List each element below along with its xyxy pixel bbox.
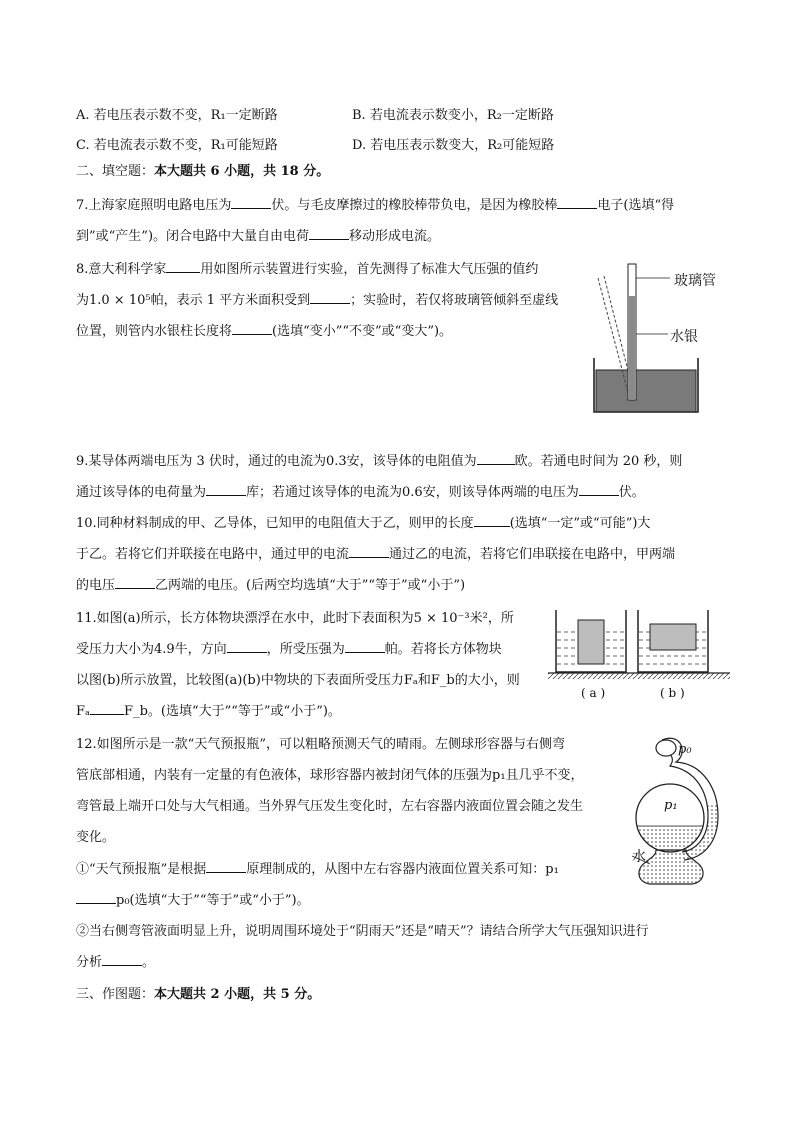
q10-blank-3[interactable]: [115, 576, 155, 589]
q11-line-3: [76, 671, 520, 691]
q8-line-3: [76, 322, 452, 342]
q10-blank-2[interactable]: [349, 545, 389, 558]
q7-blank-3[interactable]: [309, 227, 349, 240]
q11-line-4: [76, 702, 341, 722]
q12-line-5: [76, 860, 559, 880]
q8-blank-1[interactable]: [166, 260, 200, 273]
q12-line-7: [76, 922, 649, 942]
beaker-b: [638, 610, 708, 672]
q11-text: F_b。(选填“大于”“等于”或“小于”)。: [124, 704, 341, 719]
q12-line-8: [76, 953, 155, 973]
q11-text: ，所受压强为: [266, 642, 345, 657]
q10-text: 于乙。若将它们并联接在电路中，通过甲的电流: [76, 547, 350, 562]
section-3-title: 本大题共 2 小题，共 5 分。: [154, 987, 321, 1002]
q9-blank-3[interactable]: [579, 483, 619, 496]
q7-text: 电子(选填“得: [597, 198, 675, 213]
q12-text: 原理制成的，从图中左右容器内液面位置关系可知：p₁: [246, 862, 559, 877]
label-mercury: 水银: [670, 329, 698, 345]
label-p0: p₀: [678, 742, 692, 757]
q8-text: 为1.0 × 10⁵帕，表示 1 平方米面积受到: [76, 293, 311, 308]
option-d: D. 若电压表示数变大，R₂可能短路: [352, 138, 555, 153]
q10-text: (选填“一定”或“可能”)大: [509, 516, 651, 531]
ground-hatch: [548, 673, 730, 679]
q12-text: ①“天气预报瓶”是根据: [76, 862, 207, 877]
label-fig-b: ( b ): [660, 686, 685, 700]
q7-blank-2[interactable]: [557, 196, 597, 209]
q7-text: 伏。与毛皮摩擦过的橡胶棒带负电，是因为橡胶棒: [271, 198, 558, 213]
q12-text: 变化。: [76, 830, 116, 845]
q7-line-1: [76, 196, 674, 216]
label-water: 水: [632, 849, 646, 865]
q9-text: 欧。若通电时间为 20 秒，则: [514, 454, 683, 469]
q8-text: 8.意大利科学家: [76, 262, 167, 277]
q12-text: 12.如图所示是一款“天气预报瓶”，可以粗略预测天气的晴雨。左侧球形容器与右侧弯: [76, 737, 565, 752]
q11-line-1: [76, 609, 514, 629]
q10-line-2: [76, 545, 675, 565]
q10-blank-1[interactable]: [474, 514, 510, 527]
q9-text: 伏。: [618, 485, 645, 500]
q12-line-3: [76, 797, 583, 817]
q12-text: 弯管最上端开口处与大气相通。当外界气压发生变化时，左右容器内液面位置会随之发生: [76, 799, 584, 814]
q9-blank-1[interactable]: [477, 452, 515, 465]
section-2-heading: [76, 162, 329, 182]
q10-text: 乙两端的电压。(后两空均选填“大于”“等于”或“小于”): [155, 578, 466, 593]
label-p1: p₁: [664, 798, 678, 813]
q8-text: (选填“变小”“不变”或“变大”)。: [272, 324, 453, 339]
q10-text: 10.同种材料制成的甲、乙导体，已知甲的电阻值大于乙，则甲的长度: [76, 516, 474, 531]
label-glass-tube: 玻璃管: [674, 273, 716, 289]
option-c: C. 若电流表示数不变，R₁可能短路: [76, 138, 278, 153]
q8-blank-2[interactable]: [310, 291, 350, 304]
q11-text: Fₐ: [76, 704, 91, 719]
block-flat: [650, 624, 696, 650]
option-a: A. 若电压表示数不变，R₁一定断路: [76, 108, 278, 123]
section-2-title: 本大题共 6 小题，共 18 分。: [154, 164, 330, 179]
q8-text: 位置，则管内水银柱长度将: [76, 324, 233, 339]
q11-text: 受压力大小为4.9牛，方向: [76, 642, 227, 657]
q10-line-1: [76, 514, 650, 534]
q9-text: 库；若通过该导体的电流为0.6安，则该导体两端的电压为: [246, 485, 579, 500]
q7-text: 到”或“产生”)。闭合电路中大量自由电荷: [76, 229, 310, 244]
q11-text: 帕。若将长方体物块: [384, 642, 502, 657]
q7-text: 7.上海家庭照明电路电压为: [76, 198, 232, 213]
q10-text: 的电压: [76, 578, 116, 593]
q8-line-2: [76, 291, 558, 311]
q12-text: p₀(选填“大于”“等于”或“小于”)。: [116, 893, 310, 908]
q7-text: 移动形成电流。: [349, 229, 441, 244]
q11-text: 以图(b)所示放置，比较图(a)(b)中物块的下表面所受压力Fₐ和F_b的大小，则: [76, 673, 520, 688]
q9-line-1: [76, 452, 682, 472]
q11-line-2: [76, 640, 502, 660]
q9-text: 9.某导体两端电压为 3 伏时，通过的电流为0.3安，该导体的电阻值为: [76, 454, 477, 469]
q12-line-1: [76, 735, 565, 755]
q10-text: 通过乙的电流，若将它们串联接在电路中，甲两端: [389, 547, 676, 562]
q12-line-2: [76, 766, 584, 786]
q11-blank-2[interactable]: [345, 640, 385, 653]
q12-text: 管底部相通，内装有一定量的有色液体，球形容器内被封闭气体的压强为p₁且几乎不变，: [76, 768, 584, 783]
q8-text: 用如图所示装置进行实验，首先测得了标准大气压强的值约: [200, 262, 539, 277]
q11-text: 11.如图(a)所示，长方体物块漂浮在水中，此时下表面积为5 × 10⁻³米²，所: [76, 611, 514, 626]
q12-blank-2[interactable]: [76, 891, 116, 904]
q8-blank-3[interactable]: [232, 322, 272, 335]
q7-line-2: [76, 227, 440, 247]
q8-text: ；实验时，若仅将玻璃管倾斜至虚线: [350, 293, 559, 308]
q12-blank-3[interactable]: [102, 953, 142, 966]
option-b: B. 若电流表示数变小，R₂一定断路: [352, 108, 554, 123]
q12-line-6: [76, 891, 310, 911]
section-3-prefix: 三、作图题：: [76, 987, 155, 1002]
q11-blank-3[interactable]: [90, 702, 124, 715]
q9-blank-2[interactable]: [206, 483, 246, 496]
q11-blank-1[interactable]: [227, 640, 267, 653]
q9-text: 通过该导体的电荷量为: [76, 485, 207, 500]
section-3-heading: [76, 985, 320, 1005]
q12-text: ②当右侧弯管液面明显上升，说明周围环境处于“阴雨天”还是“晴天”？请结合所学大气压强知识进行: [76, 924, 649, 939]
beakers-figure: [546, 606, 732, 686]
q9-line-2: [76, 483, 645, 503]
beaker-a: [556, 610, 626, 672]
q8-line-1: [76, 260, 538, 280]
q12-text: 分析: [76, 955, 103, 970]
section-2-prefix: 二、填空题：: [76, 164, 155, 179]
q7-blank-1[interactable]: [231, 196, 271, 209]
q12-text: 。: [142, 955, 156, 970]
q10-line-3: [76, 576, 465, 596]
q12-blank-1[interactable]: [206, 860, 246, 873]
label-fig-a: ( a ): [581, 686, 606, 700]
mercury-column: [629, 296, 635, 400]
q12-line-4: [76, 828, 115, 848]
tube-opening: [656, 740, 676, 756]
mercury-dish: [596, 370, 696, 412]
block-upright: [578, 620, 604, 664]
